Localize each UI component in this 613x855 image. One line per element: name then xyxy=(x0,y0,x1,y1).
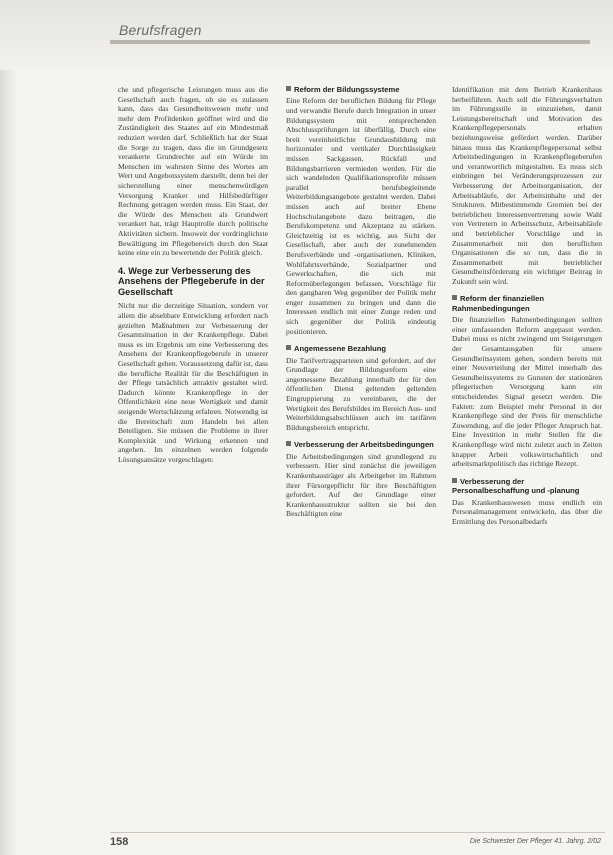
subheading-bildung: Reform der Bildungssysteme xyxy=(286,85,436,94)
column-1-paragraph-1: che und pflegerische Leistungen muss aus die Gesellschaft auch fragen, ob sie es zulassen kann, dass das Gesundheitswesen mehr und mehr dem Profitdenken geöffnet wird und die Zuständigkeit des Staates auf ein Mindestmaß reduziert werden darf. Schließlich hat der Staat die Sorge zu tragen, dass die im Grundgesetz verankerte Grundrechte auf ein Würde im Menschen im wahrsten Sinne des Wortes am Wert und Angebotssystem darstellt, denn bei der sicherstellung einer menschenwürdigen Versorgung Kranker und Hilfsbedürftiger Rechnung getragen werden muss. Ein Staat, der die Würde des Menschen als Grundwert verankert hat, trägt Hauptrolle durch politische Aktivitäten sichern. Insoweit der vordringlichste Bewältigung im Pflegebereich durch den Staat keine eine ein zu bewertende der Politik gleich. xyxy=(118,85,268,258)
journal-citation: Die Schwester Der Pfleger 41. Jahrg. 2/02 xyxy=(469,838,601,845)
column-1 xyxy=(118,85,268,465)
column-2-paragraph-2: Die Tarifvertragsparteien sind gefordert, auf der Grundlage der Bildungsreform eine angemessene Bezahlung innerhalb der für den öffentlichen Dienst geltenden geltenden Eingruppierung zu vereinbaren, die der Wertigkeit des Berufsbildes im Bereich Aus- und Weiterbildungsabschlüssen auch im tarifären Bildungsbereich entspricht. xyxy=(286,355,436,432)
header-rule xyxy=(110,40,590,44)
square-bullet-icon xyxy=(286,86,291,91)
column-3-paragraph-2: Die finanziellen Rahmenbedingungen sollten einer umfassenden Reform angepasst werden. Dabei muss es nicht zwingend um Steigerungen der Gesamtausgaben für unsere Gesundheitssystem gehen, sondern bereits mit einer Neuverteilung der Mittel innerhalb des Gesundheitssystems zu Gunsten der stationären pflegerischen Versorgung kann ein entscheidendes Signal gesetzt werden. Die Fakten: zum Beispiel mehr Personal in der Krankenpflege sind der Preis für menschliche Zuwendung, auf die jeder Pfleger Anspruch hat. Eine Investition in mehr Stellen für die Krankenpflege wird nicht zuletzt auch in Zeiten knapper Arbeit volkswirtschaftlich und arbeitsmarktpolitisch das richtige Rezept. xyxy=(452,315,602,469)
column-2 xyxy=(286,85,436,519)
scan-shadow xyxy=(0,0,18,855)
column-2-paragraph-3: Die Arbeitsbedingungen sind grundlegend zu verbessern. Hier sind zunächst die jeweiligen Krankenhausträger als Arbeitgeber im Rahmen ihrer Fürsorgepflicht für ihre Beschäftigten gefordert. Auf der Grundlage einer Krankenhausstruktur sollten sie bei den Beschäftigten eine xyxy=(286,451,436,519)
page-number: 158 xyxy=(110,836,129,848)
column-3 xyxy=(452,85,602,526)
section-label: Berufsfragen xyxy=(119,22,202,38)
square-bullet-icon xyxy=(286,441,291,446)
column-1-paragraph-2: Nicht nur die derzeitige Situation, sondern vor allem die absehbare Entwicklung erfordert nach gezielten Maßnahmen zur Verbesserung der Gesamtsituation in der Krankenpflege. Dabei muss es im Ergebnis um eine Verbesserung des Ansehens der Krankenpflegeberufe in unserer Gesellschaft gehen. Voraussetzung dafür ist, dass die berufliche Realität für die Beschäftigten in der Pflege tatsächlich attraktiv gestaltet wird. Dadurch könnte Krankenpflege in der Öffentlichkeit eine neue Wertigkeit und damit steigende Wertschätzung erfahren. Notwendig ist die Bereitschaft zum Handeln bei allen Beteiligten. Sie müssen die Probleme in ihrer Komplexität und Wirkung erkennen und angehen. Im einzelnen werden folgende Lösungsansätze vorgeschlagen: xyxy=(118,301,268,464)
subheading-arbeitsbedingungen: Verbesserung der Arbeitsbedingungen xyxy=(286,440,436,449)
subheading-finanzen: Reform der finanziellen Rahmenbedingungen xyxy=(452,294,544,313)
square-bullet-icon xyxy=(286,345,291,350)
subheading-personal: Verbesserung der Personalbeschaffung und -planung xyxy=(452,476,580,496)
footer-rule xyxy=(110,832,605,833)
column-3-paragraph-3: Das Krankenhauswesen muss endlich ein Personalmanagement entwickeln, das über die Ermittlung des Personalbedarfs xyxy=(452,497,602,526)
column-2-paragraph-1: Eine Reform der beruflichen Bildung für Pflege und verwandte Berufe durch Integration in unser Bildungssystem mit entsprechenden Abschlussprüfungen ist überfällig. Durch eine breit vereinheitlichte Grundausbildung mit horizontaler und vertikaler Durchlässigkeit müssen Sackgassen, Rückfall und Bildungsbarrieren vermieden werden. Für die sich wandelnden Qualifikationsprofile müssen parallel berufsbegleitende Weiterbildungsangebote gestaltet werden. Dabei müssen auch auf breiter Ebene Hochschulangebote dazu beitragen, die Berufskompetenz und Akzeptanz zu stärken. Gleichzeitig ist es wichtig, aus Sicht der Gesellschaft, aber auch der zunehmenden Berufsverbände und -organisationen, Kliniken, Wohlfahrtsverbände, Sozialpartner und Gewerkschaften, die sich mit Reformüberlegungen befassen, Vorschläge für den gangbaren Weg gegenüber der Politik mehr enger zusammen zu bringen und dann die Interessen endlich mit einer Zunge reden und sich gegenüber der Politik eindeutig positionieren. xyxy=(286,96,436,336)
section-heading: 4. Wege zur Verbesserung des Ansehens der Pflegeberufe in der Gesellschaft xyxy=(118,265,265,297)
square-bullet-icon xyxy=(452,295,457,300)
column-3-paragraph-1: Identifikation mit dem Betrieb Krankenhaus herbeiführen. Auch soll die Führungsverhalten im Führungsstile in einzuziehen, damit Leistungsbereitschaft und Motivation des Krankenpflegepersonals erhalten beziehungsweise gefördert werden. Darüber hinaus muss das Krankenpflegepersonal selbst Arbeitsbedingungen in Krankenpflegeberufen und verantwortlich mitgestalten. Es muss sich einbringen bei Veränderungsprozessen zur Verbesserung der Arbeitsorganisation, der Arbeitsabläufe, der Arbeitsinhalte und der Strukturen. Mitbestimmende Gremien bei der betrieblichen Interessenvertretung sowie Wahl von Vertretern in Arbeitsschutz, Arbeitsabläufe und betrieblicher Vorschläge und in Zusammenarbeit mit den beruflichen Organisationen die so tun, dass die in Zusammenarbeit mit betrieblicher Gesundheitsförderung ein wichtiger Beitrag in Zukunft sein wird. xyxy=(452,85,602,286)
subheading-bezahlung: Angemessene Bezahlung xyxy=(286,344,436,353)
header-band xyxy=(0,0,613,70)
square-bullet-icon xyxy=(452,478,457,483)
